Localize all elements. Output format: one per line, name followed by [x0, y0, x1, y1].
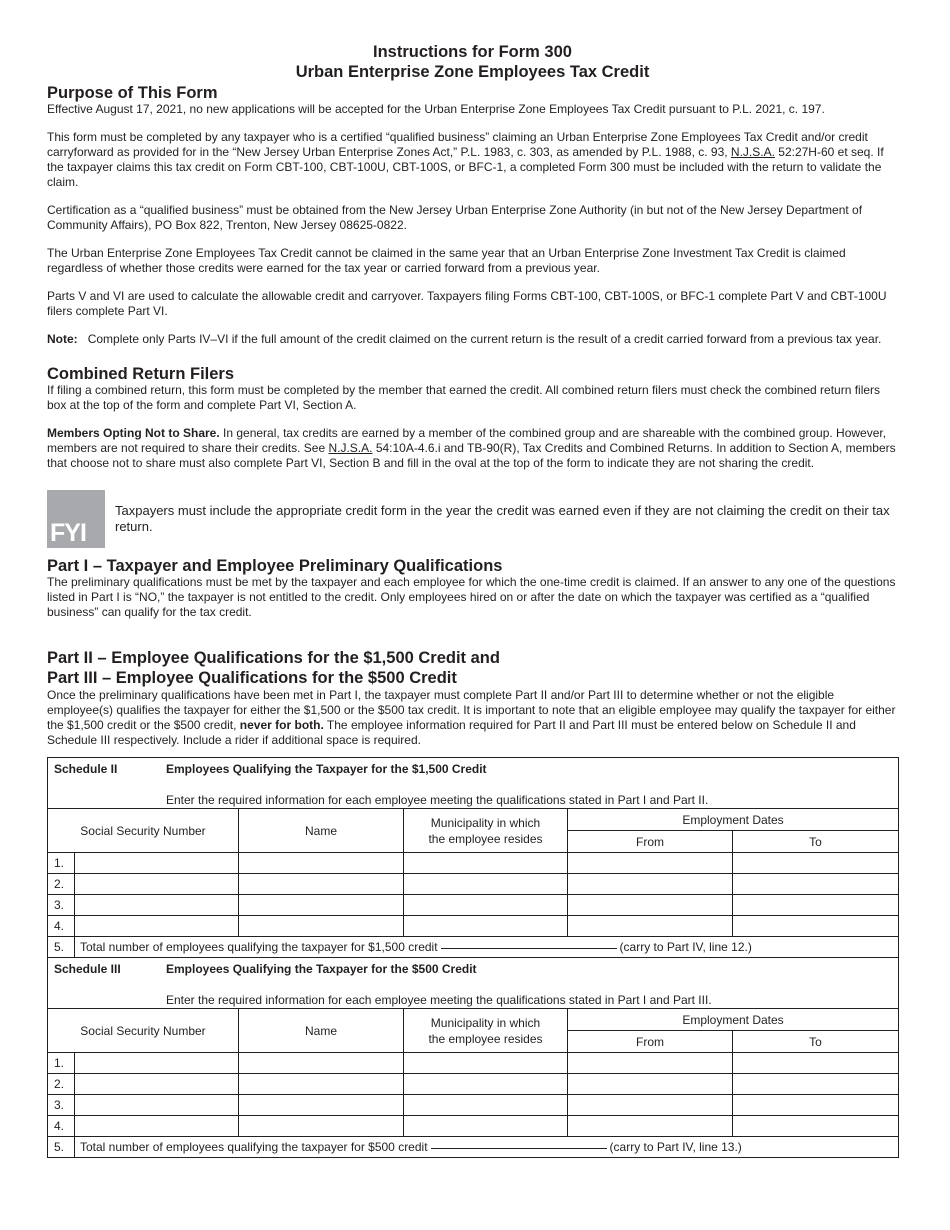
row-number: 3. — [48, 1095, 75, 1116]
part1-paragraph: The preliminary qualifications must be met by the taxpayer and each employee for which the one-time credit is claimed. If an answer to any one of the questions listed in Part I is “NO,” the taxpayer is not entitled to the credit. Only employees hired on or after the date on which the taxpayer was certified as a “qualified business” can qualify for the tax credit. — [47, 575, 896, 619]
purpose-note — [47, 332, 898, 347]
schedule-3-header — [48, 958, 899, 1009]
schedule-3-ssn-header: Social Security Number — [48, 1009, 239, 1053]
municipality-field[interactable] — [404, 874, 568, 895]
municipality-field[interactable] — [404, 916, 568, 937]
schedule-3-title: Employees Qualifying the Taxpayer for the $500 Credit — [166, 962, 477, 976]
schedule-2-employment-dates-header: Employment Dates — [568, 809, 899, 831]
schedule-2-name-header: Name — [239, 809, 404, 853]
combined-paragraph-1: If filing a combined return, this form must be completed by the member that earned the credit. All combined return filers must check the combined return filers box at the top of the form and complete Part VI, Section A. — [47, 383, 881, 412]
schedule-3-carry-text: (carry to Part IV, line 13.) — [609, 1140, 742, 1154]
combined-heading: Combined Return Filers — [47, 365, 235, 383]
schedule-2-muni-line-2: the employee resides — [428, 831, 543, 846]
ssn-field[interactable] — [75, 1095, 239, 1116]
schedule-2-title: Employees Qualifying the Taxpayer for the $1,500 Credit — [166, 762, 487, 776]
note-text: Complete only Parts IV–VI if the full amount of the credit claimed on the current return is the result of a credit carried forward from a previous tax year. — [87, 332, 882, 346]
schedule-2-total — [75, 937, 899, 958]
ssn-field[interactable] — [75, 1053, 239, 1074]
name-field[interactable] — [239, 853, 404, 874]
table-row — [48, 916, 899, 937]
ssn-field[interactable] — [75, 895, 239, 916]
table-row — [48, 1053, 899, 1074]
combined-members-paragraph — [47, 426, 898, 471]
purpose-heading: Purpose of This Form — [47, 84, 218, 102]
schedule-3-label: Schedule III — [54, 962, 121, 976]
from-date-field[interactable] — [568, 895, 733, 916]
schedule-2-from-header: From — [568, 831, 733, 853]
schedule-3-muni-line-1: Municipality in which — [430, 1015, 541, 1030]
purpose-paragraph-4: The Urban Enterprise Zone Employees Tax Credit cannot be claimed in the same year that an Urban Enterprise Zone Investment Tax Credit is claimed regardless of whether those credits were earned for the tax year or carried forward from a previous year. — [47, 246, 846, 275]
schedule-3-name-header: Name — [239, 1009, 404, 1053]
name-field[interactable] — [239, 1074, 404, 1095]
schedule-3-total-input[interactable] — [431, 1148, 607, 1149]
schedule-2-header — [48, 758, 899, 809]
part2-paragraph — [47, 688, 898, 748]
to-date-field[interactable] — [733, 895, 899, 916]
members-bold: Members Opting Not to Share. — [47, 426, 220, 440]
to-date-field[interactable] — [733, 1095, 899, 1116]
part1-heading: Part I – Taxpayer and Employee Preliminary Qualifications — [47, 557, 503, 575]
table-row — [48, 1074, 899, 1095]
ssn-field[interactable] — [75, 1074, 239, 1095]
schedule-2-municipality-header — [404, 809, 568, 853]
schedule-3-from-header: From — [568, 1031, 733, 1053]
schedule-2-label: Schedule II — [54, 762, 118, 776]
schedule-2-total-row — [48, 937, 899, 958]
municipality-field[interactable] — [404, 1053, 568, 1074]
ssn-field[interactable] — [75, 853, 239, 874]
to-date-field[interactable] — [733, 1116, 899, 1137]
to-date-field[interactable] — [733, 874, 899, 895]
schedule-3-header-row — [48, 958, 899, 1009]
from-date-field[interactable] — [568, 1095, 733, 1116]
to-date-field[interactable] — [733, 853, 899, 874]
municipality-field[interactable] — [404, 1095, 568, 1116]
schedule-3-total-text: Total number of employees qualifying the taxpayer for $500 credit — [80, 1140, 428, 1154]
table-row — [48, 874, 899, 895]
purpose-paragraph-5: Parts V and VI are used to calculate the allowable credit and carryover. Taxpayers filing Forms CBT-100, CBT-100S, or BFC-1 complete Part V and CBT-100U filers complete Part VI. — [47, 289, 887, 318]
name-field[interactable] — [239, 916, 404, 937]
schedule-tables — [47, 757, 899, 1158]
schedule-2-column-header-row — [48, 809, 899, 831]
row-number: 5. — [48, 937, 75, 958]
schedule-3-total — [75, 1137, 899, 1158]
table-row — [48, 1116, 899, 1137]
purpose-p2-text-a: This form must be completed by any taxpayer who is a certified “qualified business” claiming an Urban Enterprise Zone Employees Tax Credit and/or credit carryforward as provided for in the “New Jersey Urban Enterprise Zones Act,” P.L. 1983, c. 303, as amended by P.L. 1988, c. 93, — [47, 130, 868, 159]
instructions-page — [47, 42, 898, 1158]
part2-heading: Part II – Employee Qualifications for the $1,500 Credit and — [47, 649, 500, 667]
part2-text-b: The employee information required for Part II and Part III must be entered below on Schedule II and Schedule III respectively. Include a rider if additional space is required. — [47, 718, 856, 747]
ssn-field[interactable] — [75, 916, 239, 937]
schedule-3-employment-dates-header: Employment Dates — [568, 1009, 899, 1031]
row-number: 1. — [48, 853, 75, 874]
municipality-field[interactable] — [404, 895, 568, 916]
schedule-3-total-row — [48, 1137, 899, 1158]
schedule-2-instruction: Enter the required information for each employee meeting the qualifications stated in Part I and Part II. — [166, 793, 709, 807]
row-number: 4. — [48, 1116, 75, 1137]
schedule-3-instruction: Enter the required information for each employee meeting the qualifications stated in Part I and Part III. — [166, 993, 712, 1007]
purpose-paragraph-3: Certification as a “qualified business” must be obtained from the New Jersey Urban Enterprise Zone Authority (in but not of the New Jersey Department of Community Affairs), PO Box 822, Trenton, New Jersey 08625-0822. — [47, 203, 863, 232]
part3-heading: Part III – Employee Qualifications for the $500 Credit — [47, 669, 457, 687]
name-field[interactable] — [239, 874, 404, 895]
from-date-field[interactable] — [568, 1053, 733, 1074]
row-number: 5. — [48, 1137, 75, 1158]
from-date-field[interactable] — [568, 1074, 733, 1095]
purpose-p2-njsa: N.J.S.A. — [730, 145, 775, 159]
row-number: 2. — [48, 874, 75, 895]
municipality-field[interactable] — [404, 1116, 568, 1137]
part2-bold: never for both. — [239, 718, 324, 732]
note-label: Note: — [47, 332, 78, 346]
members-njsa: N.J.S.A. — [328, 441, 373, 455]
schedule-2-header-row — [48, 758, 899, 809]
fyi-text: Taxpayers must include the appropriate credit form in the year the credit was earned even if they are not claiming the credit on their tax return. — [115, 503, 890, 534]
from-date-field[interactable] — [568, 853, 733, 874]
from-date-field[interactable] — [568, 916, 733, 937]
ssn-field[interactable] — [75, 1116, 239, 1137]
schedule-2-carry-text: (carry to Part IV, line 12.) — [619, 940, 752, 954]
purpose-paragraph-2 — [47, 130, 898, 190]
part2-text-a: Once the preliminary qualifications have been met in Part I, the taxpayer must complete Part II and/or Part III to determine whether or not the eligible employee(s) qualifies the taxpayer for either the $1,500 or the $500 tax credit. It is important to note that an eligible employee may qualify the taxpayer for either the $1,500 credit or the $500 credit, — [47, 688, 896, 732]
members-text-a: In general, tax credits are earned by a member of the combined group and are shareable with the combined group. However, members are not required to share their credits. See — [47, 426, 887, 455]
table-row — [48, 895, 899, 916]
fyi-callout — [47, 490, 898, 548]
from-date-field[interactable] — [568, 874, 733, 895]
table-row — [48, 853, 899, 874]
members-text-b: 54:10A-4.6.i and TB-90(R), Tax Credits and Combined Returns. In addition to Section A, members that choose not to share must also complete Part VI, Section B and fill in the oval at the top of the form to indicate they are not sharing the credit. — [47, 441, 896, 470]
to-date-field[interactable] — [733, 1074, 899, 1095]
fyi-badge — [47, 490, 105, 548]
row-number: 2. — [48, 1074, 75, 1095]
ssn-field[interactable] — [75, 874, 239, 895]
page-subtitle: Urban Enterprise Zone Employees Tax Credit — [295, 63, 650, 81]
fyi-label: FYI — [50, 519, 86, 547]
schedule-2-to-header: To — [733, 831, 899, 853]
name-field[interactable] — [239, 895, 404, 916]
municipality-field[interactable] — [404, 853, 568, 874]
purpose-paragraph-1: Effective August 17, 2021, no new applications will be accepted for the Urban Enterprise Zone Employees Tax Credit pursuant to P.L. 2021, c. 197. — [47, 102, 825, 116]
purpose-p2-text-b: 52:27H-60 et seq. If the taxpayer claims this tax credit on Form CBT-100, CBT-100U, CBT-100S, or BFC-1, a completed Form 300 must be included with the return to validate the claim. — [47, 145, 884, 189]
schedule-2-total-text: Total number of employees qualifying the taxpayer for $1,500 credit — [80, 940, 438, 954]
name-field[interactable] — [239, 1095, 404, 1116]
name-field[interactable] — [239, 1116, 404, 1137]
row-number: 1. — [48, 1053, 75, 1074]
row-number: 3. — [48, 895, 75, 916]
schedule-3-column-header-row — [48, 1009, 899, 1031]
to-date-field[interactable] — [733, 1053, 899, 1074]
to-date-field[interactable] — [733, 916, 899, 937]
schedule-2-muni-line-1: Municipality in which — [430, 815, 541, 830]
schedule-3-muni-line-2: the employee resides — [428, 1031, 543, 1046]
row-number: 4. — [48, 916, 75, 937]
municipality-field[interactable] — [404, 1074, 568, 1095]
name-field[interactable] — [239, 1053, 404, 1074]
page-title: Instructions for Form 300 — [373, 43, 572, 61]
schedule-3-municipality-header — [404, 1009, 568, 1053]
from-date-field[interactable] — [568, 1116, 733, 1137]
schedule-2-ssn-header: Social Security Number — [48, 809, 239, 853]
schedule-2-total-input[interactable] — [441, 948, 617, 949]
table-row — [48, 1095, 899, 1116]
schedule-3-to-header: To — [733, 1031, 899, 1053]
